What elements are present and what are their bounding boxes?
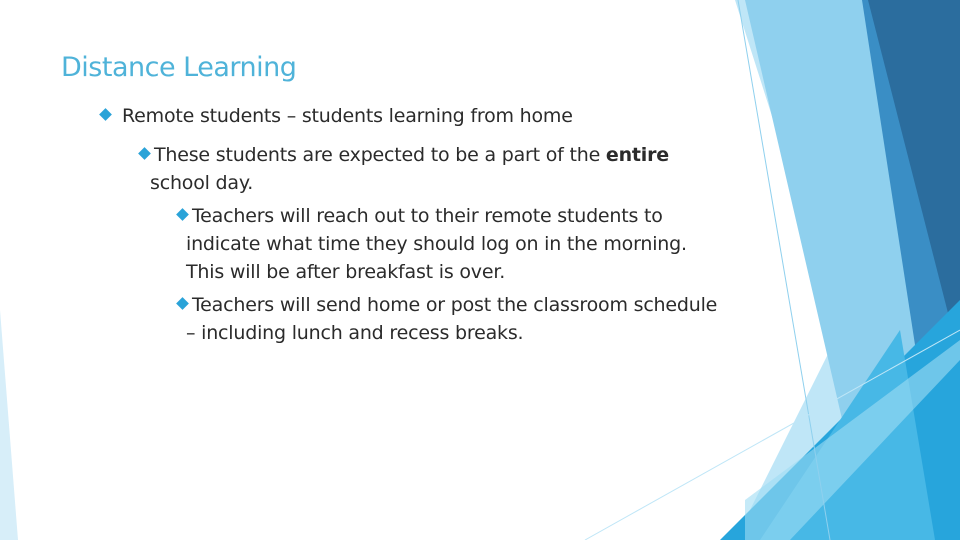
- diamond-bullet-icon: [176, 208, 189, 221]
- bullet-level1-text: Remote students – students learning from home: [122, 105, 573, 127]
- bullet-level3-second-line2: – including lunch and recess breaks.: [186, 322, 524, 344]
- bullet-level3-first: [176, 202, 756, 286]
- bullet-level2-text-2: school day.: [150, 172, 254, 194]
- bullet-level2: [138, 141, 728, 197]
- left-accent-shape: [0, 310, 18, 540]
- bullet-level3-first-line1: Teachers will reach out to their remote students to: [192, 205, 663, 227]
- diamond-bullet-icon: [176, 297, 189, 310]
- diamond-bullet-icon: [138, 147, 151, 160]
- bullet-level2-text-1: These students are expected to be a part of the: [154, 144, 606, 166]
- bullet-level3-first-line3: This will be after breakfast is over.: [186, 261, 506, 283]
- bullet-level1: [99, 102, 719, 130]
- bullet-level2-emphasis: entire: [605, 144, 669, 166]
- diamond-bullet-icon: [99, 108, 112, 121]
- slide-title: Distance Learning: [61, 52, 297, 83]
- bullet-level3-second: [176, 291, 756, 347]
- bullet-level3-first-line2: indicate what time they should log on in the morning.: [186, 233, 687, 255]
- bullet-level3-second-line1: Teachers will send home or post the classroom schedule: [192, 294, 718, 316]
